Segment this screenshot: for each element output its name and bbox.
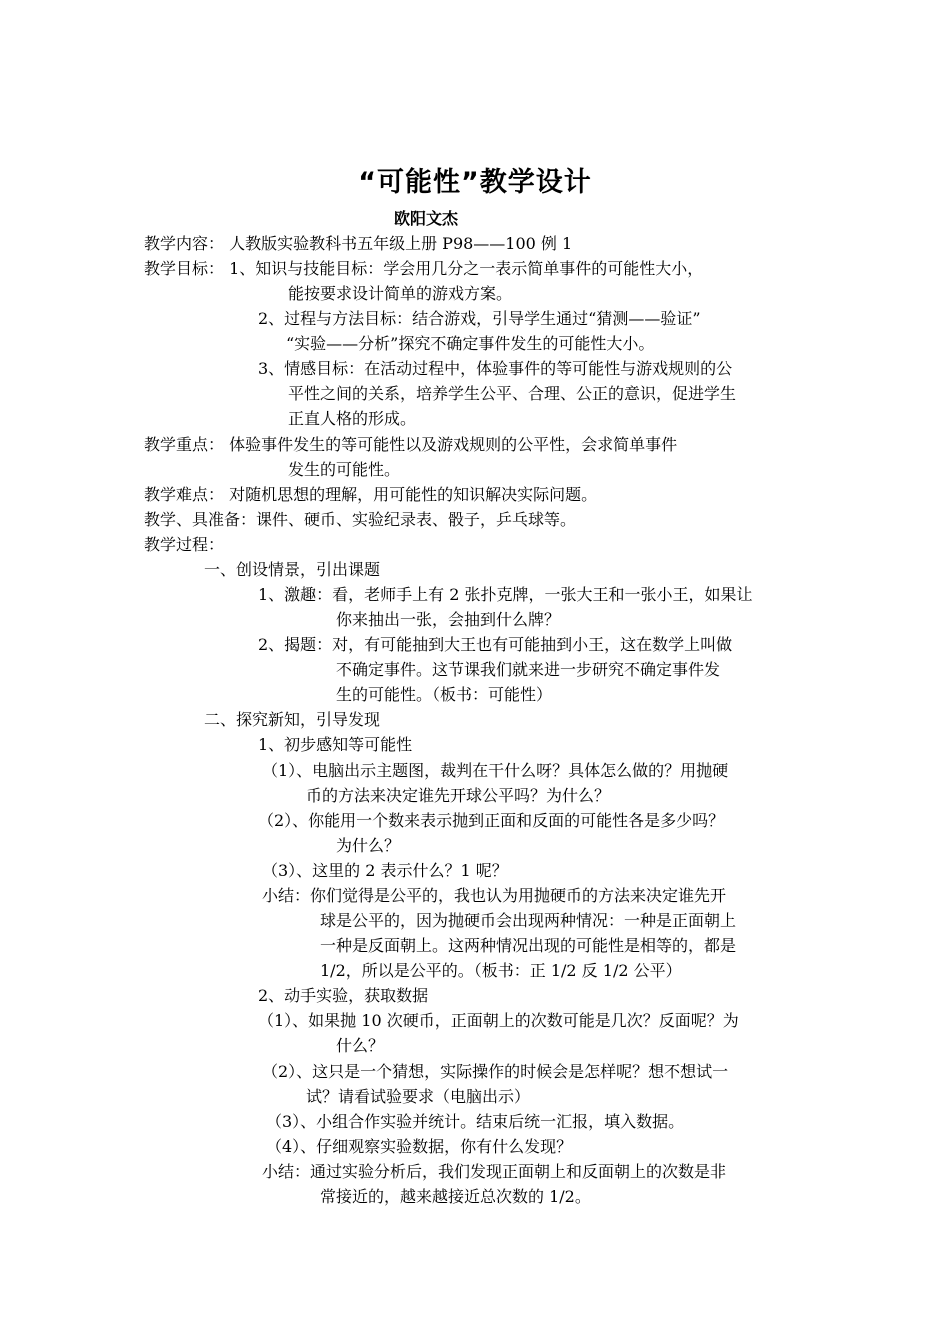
text-line: 能按要求设计简单的游戏方案。: [288, 284, 513, 303]
text-line: 生的可能性。（板书：可能性）: [336, 685, 553, 704]
text-line: （3）、这里的 2 表示什么？1 呢？: [262, 861, 508, 880]
teaching-focus-line: 教学重点： 体验事件发生的等可能性以及游戏规则的公平性，会求简单事件: [144, 435, 678, 454]
summary-line: 小结：通过实验分析后，我们发现正面朝上和反面朝上的次数是非: [262, 1162, 727, 1181]
text-line: （2）、这只是一个猜想，实际操作的时候会是怎样呢？想不想试一: [262, 1062, 729, 1081]
subsection-heading: 1、初步感知等可能性: [258, 735, 413, 754]
text-line: 为什么？: [336, 836, 401, 855]
text-line: 2、过程与方法目标：结合游戏，引导学生通过“猜测——验证”: [258, 309, 701, 328]
subsection-heading: 2、动手实验，获取数据: [258, 986, 429, 1005]
text-line: 常接近的，越来越接近总次数的 1/2。: [320, 1187, 591, 1206]
text-line: 1、激趣：看，老师手上有 2 张扑克牌，一张大王和一张小王，如果让: [258, 585, 753, 604]
section-heading: 二、探究新知，引导发现: [204, 710, 381, 729]
text-line: 1/2，所以是公平的。（板书：正 1/2 反 1/2 公平）: [320, 961, 682, 980]
text-line: 什么？: [336, 1036, 385, 1055]
text-line: 2、揭题：对，有可能抽到大王也有可能抽到小王，这在数学上叫做: [258, 635, 733, 654]
text-line: 平性之间的关系，培养学生公平、合理、公正的意识，促进学生: [288, 384, 737, 403]
text-line: 一种是反面朝上。这两种情况出现的可能性是相等的，都是: [320, 936, 737, 955]
teaching-difficulty-line: 教学难点： 对随机思想的理解，用可能性的知识解决实际问题。: [144, 485, 598, 504]
text-line: 正直人格的形成。: [288, 409, 417, 428]
author-name: 欧阳文杰: [394, 209, 459, 228]
teaching-process-heading: 教学过程：: [144, 535, 225, 554]
text-line: 球是公平的，因为抛硬币会出现两种情况：一种是正面朝上: [320, 911, 737, 930]
summary-line: 小结：你们觉得是公平的，我也认为用抛硬币的方法来决定谁先开: [262, 886, 727, 905]
text-line: 不确定事件。这节课我们就来进一步研究不确定事件发: [336, 660, 721, 679]
text-line: 你来抽出一张，会抽到什么牌？: [336, 610, 561, 629]
text-line: （4）、仔细观察实验数据，你有什么发现？: [266, 1137, 573, 1156]
section-heading: 一、创设情景，引出课题: [204, 560, 381, 579]
teaching-goal-line: 教学目标： 1、知识与技能目标：学会用几分之一表示简单事件的可能性大小，: [144, 259, 704, 278]
text-line: 试？请看试验要求（电脑出示）: [306, 1087, 531, 1106]
text-line: “实验——分析”探究不确定事件发生的可能性大小。: [286, 334, 655, 353]
teaching-content-line: 教学内容： 人教版实验教科书五年级上册 P98——100 例 1: [144, 234, 573, 253]
text-line: （3）、小组合作实验并统计。结束后统一汇报，填入数据。: [266, 1112, 685, 1131]
text-line: （1）、如果抛 10 次硬币，正面朝上的次数可能是几次？反面呢？为: [258, 1011, 739, 1030]
text-line: 发生的可能性。: [288, 460, 401, 479]
text-line: （1）、电脑出示主题图，裁判在干什么呀？具体怎么做的？用抛硬: [262, 761, 729, 780]
text-line: （2）、你能用一个数来表示抛到正面和反面的可能性各是多少吗？: [258, 811, 725, 830]
text-line: 币的方法来决定谁先开球公平吗？为什么？: [306, 786, 611, 805]
text-line: 3、情感目标：在活动过程中，体验事件的等可能性与游戏规则的公: [258, 359, 733, 378]
teaching-materials-line: 教学、具准备：课件、硬币、实验纪录表、骰子，乒乓球等。: [144, 510, 577, 529]
document-title: “可能性”教学设计: [358, 167, 592, 198]
